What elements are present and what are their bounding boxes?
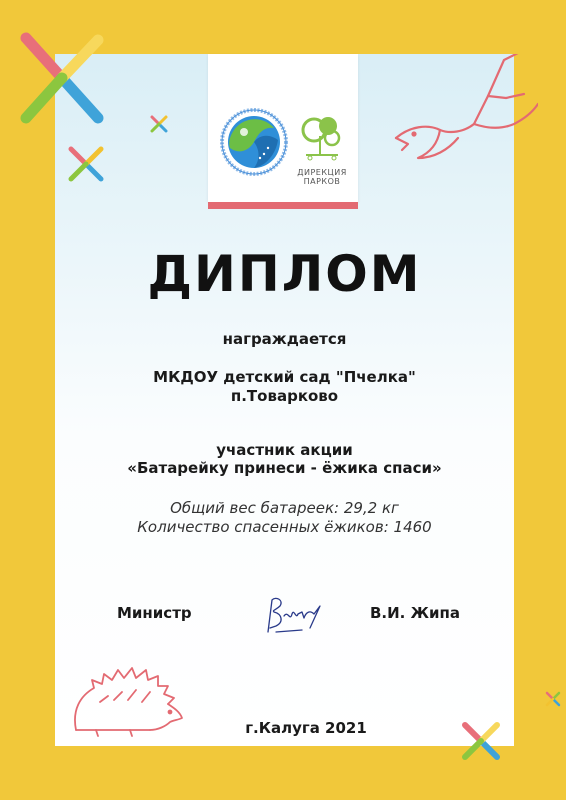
stat-battery-weight: Общий вес батареек: 29,2 кг: [170, 499, 399, 517]
small-cross-mark-icon: [149, 114, 169, 134]
stat-hedgehogs-saved: Количество спасенных ёжиков: 1460: [137, 518, 432, 536]
campaign-name: «Батарейку принеси - ёжика спаси»: [127, 459, 442, 477]
parks-logo-caption: [292, 168, 352, 186]
recipient-name: МКДОУ детский сад "Пчелка": [153, 368, 416, 386]
recipient-locality: п.Товарково: [230, 387, 339, 405]
awarded-label: награждается: [222, 330, 347, 348]
signature-icon: [262, 592, 326, 638]
participant-role: участник акции: [216, 441, 353, 459]
ministry-emblem-icon: [220, 104, 292, 182]
parks-caption-line2: ПАРКОВ: [303, 177, 341, 186]
tiny-cross-mark-icon: [544, 690, 562, 708]
cross-mark-icon: [14, 26, 110, 130]
logo-accent-strip: [208, 202, 358, 209]
signer-name: В.И. Жипа: [370, 604, 460, 622]
logo-card: [208, 54, 358, 202]
medium-cross-mark-icon: [66, 144, 106, 184]
parks-caption-line1: ДИРЕКЦИЯ: [297, 168, 347, 177]
parks-logo-icon: [300, 114, 344, 164]
diploma-title: ДИПЛОМ: [147, 245, 422, 303]
bird-outline-icon: [388, 54, 538, 174]
hedgehog-outline-icon: [70, 660, 190, 740]
place-and-year: г.Калуга 2021: [245, 719, 367, 737]
signer-title: Министр: [117, 604, 192, 622]
bottom-cross-mark-icon: [460, 720, 502, 762]
